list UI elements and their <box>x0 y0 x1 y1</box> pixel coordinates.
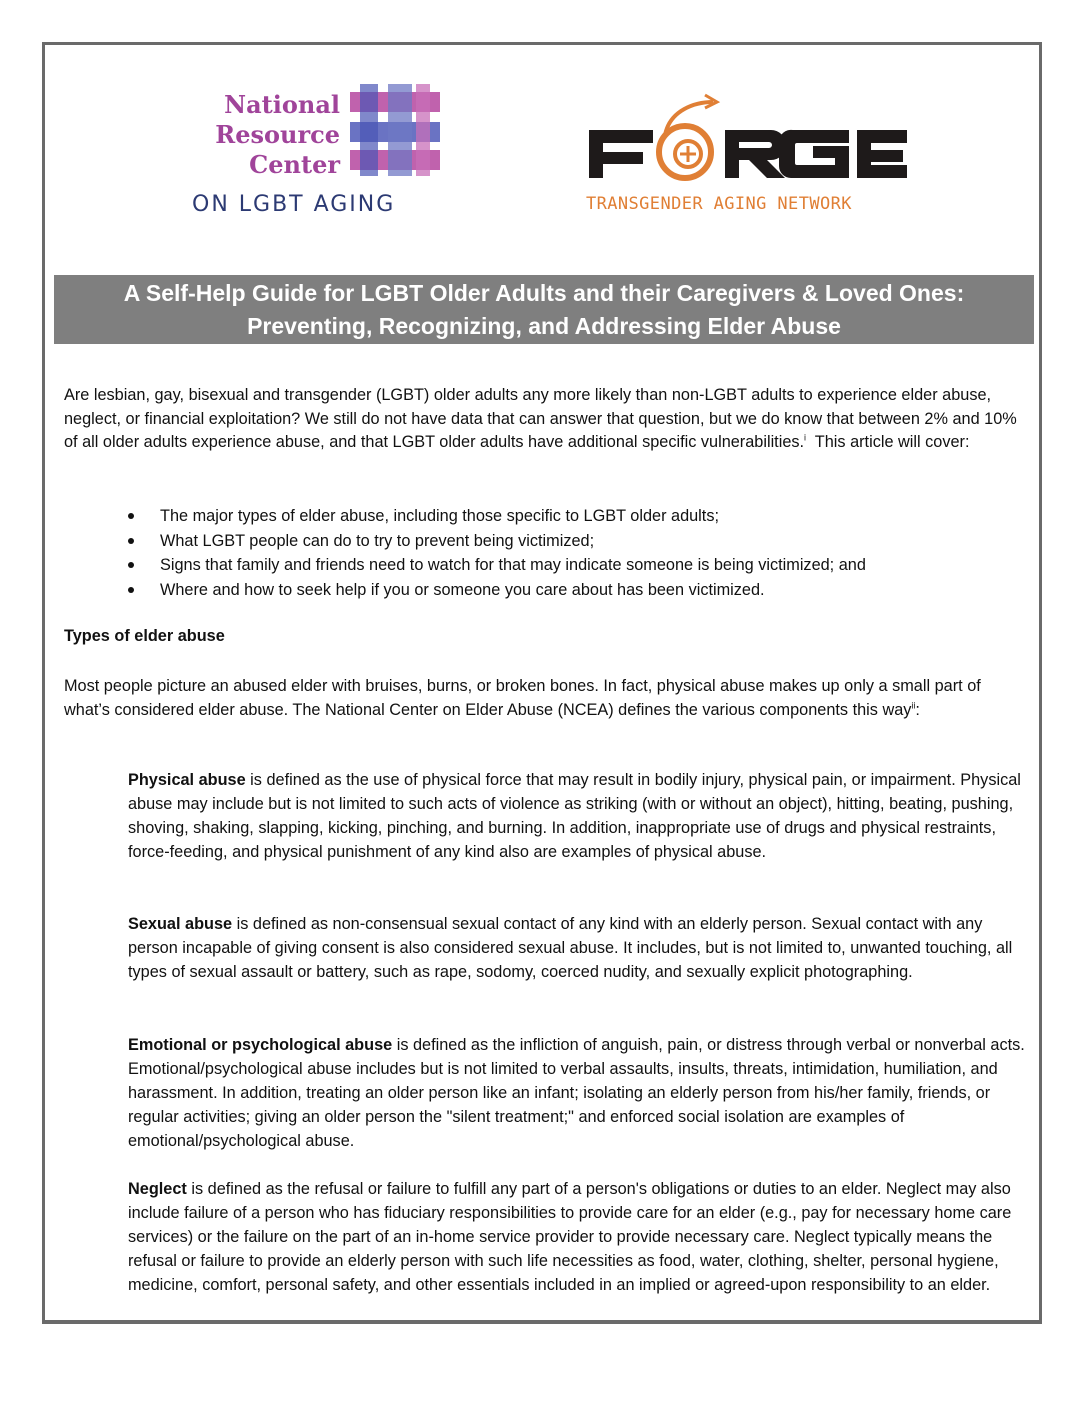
definition-term: Emotional or psychological abuse <box>128 1036 393 1054</box>
definition-physical-abuse <box>128 769 1028 865</box>
list-item-text: What LGBT people can do to try to prevent being victimized; <box>160 531 595 550</box>
section-intro-text: Most people picture an abused elder with bruises, burns, or broken bones. In fact, physical abuse makes up only a small part of what’s considered elder abuse. The National Center on Elder Abuse (NCEA) defines the various components this way <box>64 677 981 719</box>
footnote-ref-ii[interactable]: ii <box>911 700 916 711</box>
definition-text: is defined as the infliction of anguish, pain, or distress through verbal or nonverbal acts. Emotional/psychological abuse includes but is not limited to verbal assaults, insults, threats, intimidation, humiliation, and harassment. In addition, treating an older person like an infant; isolating an elderly person from his/her family, friends, or regular activities; giving an older person the "silent treatment;" and enforced social isolation are examples of emotional/psychological abuse. <box>128 1036 1025 1150</box>
list-item <box>128 504 1008 529</box>
bullet-icon <box>128 538 134 544</box>
title-line-1: A Self-Help Guide for LGBT Older Adults and their Caregivers & Loved Ones: <box>123 280 965 306</box>
forge-wordmark-icon <box>585 90 910 190</box>
definition-text: is defined as the refusal or failure to fulfill any part of a person's obligations or duties to an elder. Neglect may also include failure of a person who has fiduciary responsibilities to provide care for an elder (e.g., pay for necessary home care services) or the failure on the part of an in-home service provider to provide necessary care. Neglect typically means the refusal or failure to provide an elderly person with such life necessities as food, water, clothing, shelter, personal hygiene, medicine, comfort, personal safety, and other essentials included in an implied or agreed-upon responsibility to an elder. <box>128 1180 1012 1294</box>
nrc-line-3: Center <box>249 150 340 179</box>
title-line-2: Preventing, Recognizing, and Addressing Elder Abuse <box>247 313 841 339</box>
definition-term: Physical abuse <box>128 771 246 789</box>
nrc-subtitle: ON LGBT AGING <box>192 192 396 217</box>
list-item <box>128 553 1008 578</box>
forge-subtitle: TRANSGENDER AGING NETWORK <box>586 194 852 214</box>
list-item <box>128 529 1008 554</box>
definition-term: Neglect <box>128 1180 187 1198</box>
nrc-line-2: Resource <box>215 120 340 149</box>
section-intro-paragraph <box>64 675 1029 722</box>
coverage-list <box>128 504 1008 602</box>
nrc-logo-wordmark <box>215 90 340 180</box>
definition-text: is defined as the use of physical force that may result in bodily injury, physical pain, or impairment. Physical abuse may include but is not limited to such acts of violence as striking (with or without an object), hitting, beating, pushing, shoving, shaking, slapping, kicking, pinching, and burning. In addition, inappropriate use of drugs and physical restraints, force-feeding, and physical punishment of any kind also are examples of physical abuse. <box>128 771 1021 861</box>
definition-sexual-abuse <box>128 913 1028 985</box>
list-item-text: Where and how to seek help if you or someone you care about has been victimized. <box>160 580 765 599</box>
bullet-icon <box>128 562 134 568</box>
forge-logo <box>585 90 910 220</box>
nrc-logo <box>190 84 450 219</box>
nrc-plaid-icon <box>350 84 440 176</box>
title-banner <box>54 275 1034 344</box>
definition-neglect <box>128 1178 1028 1298</box>
list-item-text: The major types of elder abuse, including those specific to LGBT older adults; <box>160 507 719 525</box>
list-item-text: Signs that family and friends need to watch for that may indicate someone is being victimized; and <box>160 556 866 575</box>
section-intro-end: : <box>915 700 920 719</box>
intro-text-end: This article will cover: <box>806 433 970 452</box>
nrc-line-1: National <box>224 90 340 119</box>
list-item <box>128 578 1008 603</box>
section-heading: Types of elder abuse <box>64 627 225 645</box>
footnote-ref-i[interactable]: i <box>804 432 807 443</box>
bullet-icon <box>128 587 134 593</box>
intro-paragraph <box>64 384 1029 455</box>
definition-emotional-abuse <box>128 1034 1028 1154</box>
intro-text: Are lesbian, gay, bisexual and transgender (LGBT) older adults any more likely than non-LGBT adults to experience elder abuse, neglect, or financial exploitation? We still do not have data that can answer that question, but we do know that between 2% and 10% of all older adults experience abuse, and that LGBT older adults have additional specific vulnerabilities. <box>64 386 1017 452</box>
definition-term: Sexual abuse <box>128 915 233 933</box>
bullet-icon <box>128 513 134 519</box>
definition-text: is defined as non-consensual sexual contact of any kind with an elderly person. Sexual contact with any person incapable of giving consent is also considered sexual abuse. It includes, but is not limited to, unwanted touching, all types of sexual assault or battery, such as rape, sodomy, coerced nudity, and sexually explicit photographing. <box>128 915 1013 981</box>
